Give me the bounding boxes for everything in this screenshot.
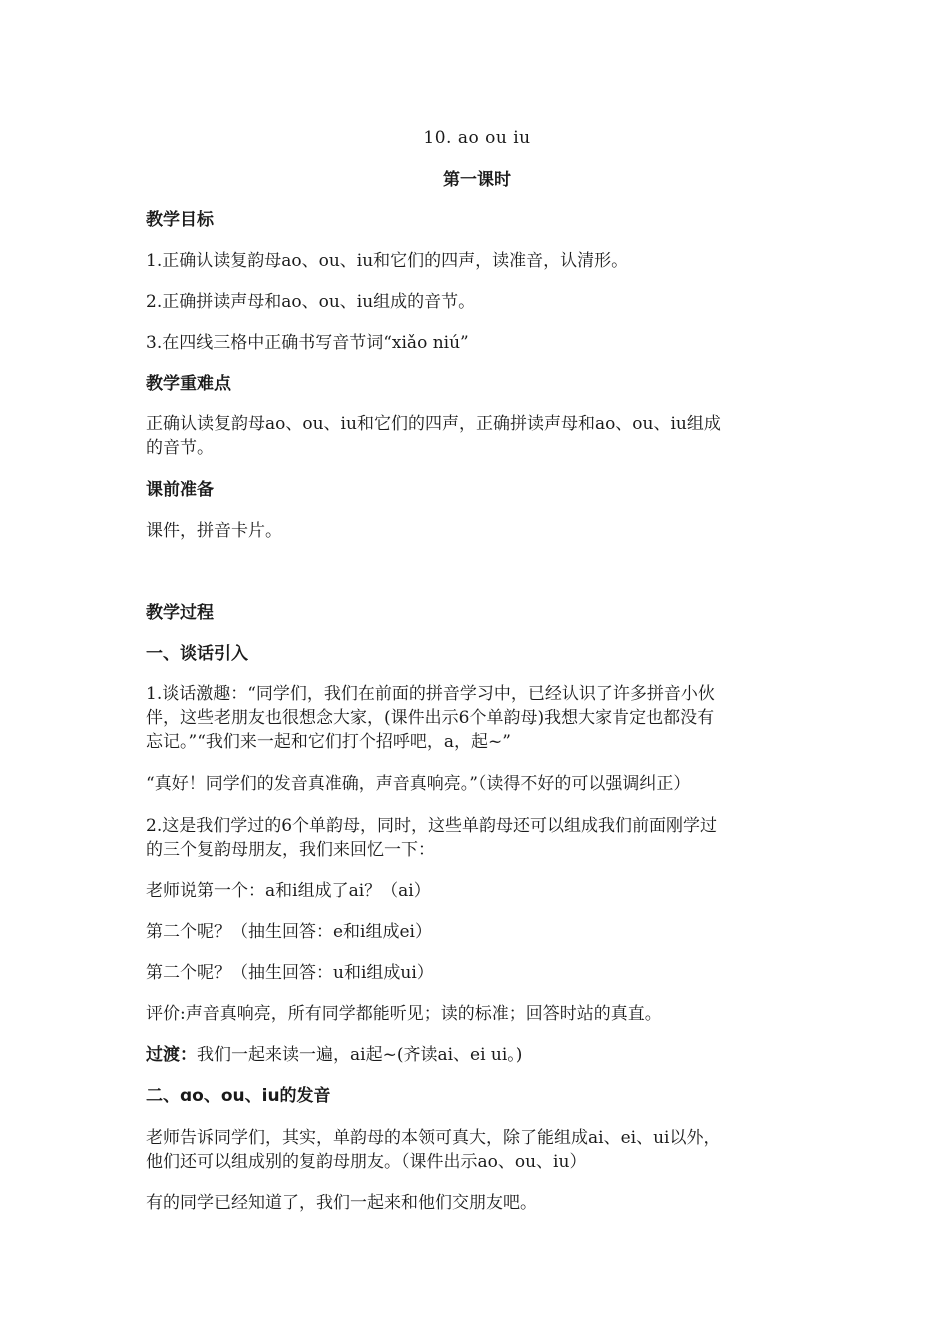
lesson-title: 10. ao ou iu	[423, 128, 531, 148]
key-points-text-line-1: 正确认读复韵母ao、ou、iu和它们的四声，正确拼读声母和ao、ou、iu组成	[146, 414, 721, 434]
section-1-heading: 一、谈话引入	[146, 644, 248, 664]
objective-item-3: 3.在四线三格中正确书写音节词“xiǎo niú”	[146, 333, 469, 353]
section-1-paragraph-3-line-1: 2.这是我们学过的6个单韵母，同时，这些单韵母还可以组成我们前面刚学过	[146, 816, 718, 836]
lesson-subtitle: 第一课时	[443, 170, 511, 190]
section-2-paragraph-2: 有的同学已经知道了，我们一起来和他们交朋友吧。	[146, 1193, 537, 1213]
key-points-heading: 教学重难点	[146, 374, 231, 394]
objectives-heading: 教学目标	[146, 210, 214, 230]
section-1-paragraph-1-line-3: 忘记。”“我们来一起和它们打个招呼吧，a，起~”	[146, 732, 511, 752]
section-1-paragraph-2: “真好！同学们的发音真准确，声音真响亮。”（读得不好的可以强调纠正）	[146, 774, 691, 794]
section-1-paragraph-1-line-2: 伴，这些老朋友也很想念大家，(课件出示6个单韵母)我想大家肯定也都没有	[146, 708, 715, 728]
section-1-paragraph-6: 第二个呢？（抽生回答：u和i组成ui）	[146, 963, 434, 983]
section-1-paragraph-3-line-2: 的三个复韵母朋友，我们来回忆一下：	[146, 840, 435, 860]
section-2-paragraph-1-line-2: 他们还可以组成别的复韵母朋友。（课件出示ao、ou、iu）	[146, 1152, 587, 1172]
preparation-text: 课件，拼音卡片。	[146, 521, 282, 541]
section-2-heading: 二、ɑo、ou、iu的发音	[146, 1086, 331, 1106]
process-heading: 教学过程	[146, 603, 214, 623]
objective-item-2: 2.正确拼读声母和ao、ou、iu组成的音节。	[146, 292, 476, 312]
transition-label: 过渡：	[146, 1045, 197, 1065]
section-1-paragraph-5: 第二个呢？（抽生回答：e和i组成ei）	[146, 922, 432, 942]
section-1-paragraph-8	[146, 1043, 808, 1068]
transition-text: 我们一起来读一遍，ai起~(齐读ai、ei ui。)	[197, 1045, 523, 1065]
preparation-heading: 课前准备	[146, 480, 214, 500]
section-1-paragraph-4: 老师说第一个：a和i组成了ai？（ai）	[146, 881, 431, 901]
section-1-paragraph-7: 评价:声音真响亮，所有同学都能听见；读的标准；回答时站的真直。	[146, 1004, 662, 1024]
section-2-paragraph-1-line-1: 老师告诉同学们，其实，单韵母的本领可真大，除了能组成ai、ei、ui以外，	[146, 1128, 721, 1148]
section-1-paragraph-1-line-1: 1.谈话激趣：“同学们，我们在前面的拼音学习中，已经认识了许多拼音小伙	[146, 684, 715, 704]
key-points-text-line-2: 的音节。	[146, 438, 214, 458]
objective-item-1: 1.正确认读复韵母ao、ou、iu和它们的四声，读准音，认清形。	[146, 251, 629, 271]
